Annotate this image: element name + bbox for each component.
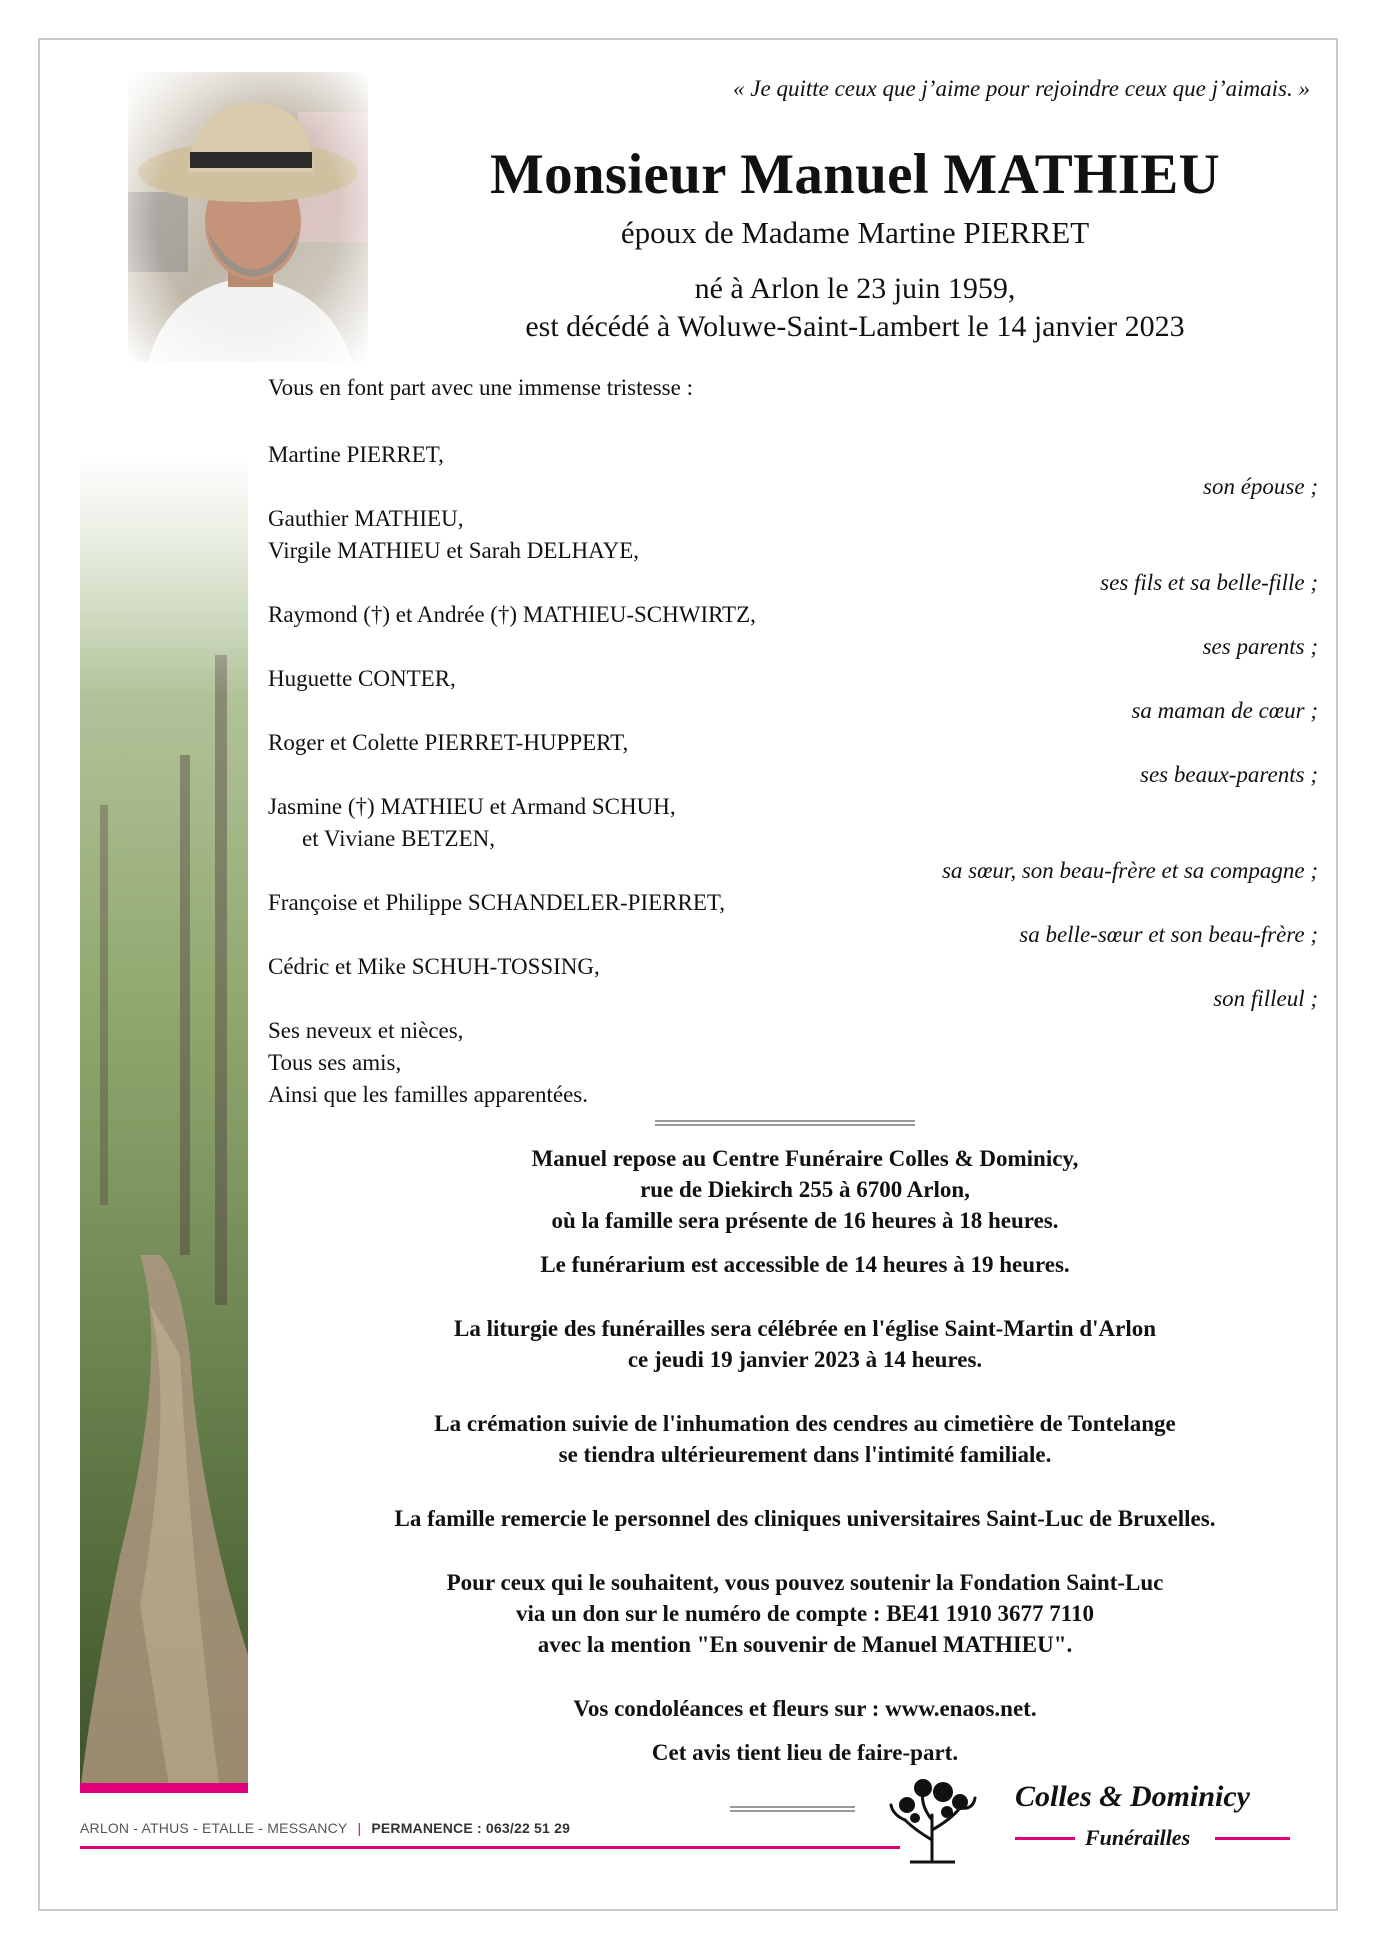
brand-subtitle: Funérailles [1085, 1825, 1191, 1850]
deceased-name: Monsieur Manuel MATHIEU [490, 143, 1220, 206]
family-relation: ses fils et sa belle-fille ; [1100, 570, 1318, 595]
repose-line: où la famille sera présente de 16 heures à 18 heures. [551, 1208, 1059, 1233]
liturgy-line: La liturgie des funérailles sera célébrée en l'église Saint-Martin d'Arlon [453, 1316, 1157, 1341]
closing-line: Tous ses amis, [268, 1050, 402, 1075]
thanks-line: La famille remercie le personnel des cliniques universitaires Saint-Luc de Bruxelles. [394, 1506, 1216, 1531]
family-name: Huguette CONTER, [268, 666, 456, 691]
closing-line: Ses neveux et nièces, [268, 1018, 464, 1043]
notice-line: Cet avis tient lieu de faire-part. [651, 1740, 959, 1765]
portrait-photo [128, 72, 368, 362]
family-name: Martine PIERRET, [268, 442, 444, 467]
condolences-line: Vos condoléances et fleurs sur : www.enaos.net. [573, 1696, 1037, 1721]
family-name: Raymond (†) et Andrée (†) MATHIEU-SCHWIRTZ, [268, 602, 756, 627]
footer-locations: ARLON - ATHUS - ETALLE - MESSANCY [80, 1820, 348, 1836]
death-line: est décédé à Woluwe-Saint-Lambert le 14 janvier 2023 [525, 310, 1185, 343]
logo-accent-line-left [1015, 1837, 1075, 1840]
funerarium-hours: Le funérarium est accessible de 14 heures à 19 heures. [540, 1252, 1070, 1277]
funeral-home-logo [885, 1770, 1305, 1870]
tree-icon [885, 1770, 980, 1865]
family-relation: ses beaux-parents ; [1140, 762, 1318, 787]
family-relation: son filleul ; [1213, 986, 1318, 1011]
epigraph-quote: « Je quitte ceux que j’aime pour rejoindre ceux que j’aimais. » [733, 76, 1310, 101]
logo-accent-line-right [1215, 1837, 1290, 1840]
forest-path-image [80, 455, 248, 1793]
brand-name: Colles & Dominicy [1015, 1780, 1250, 1813]
family-name: Roger et Colette PIERRET-HUPPERT, [268, 730, 629, 755]
cremation-line: se tiendra ultérieurement dans l'intimité familiale. [558, 1442, 1052, 1467]
family-relation: son épouse ; [1203, 474, 1318, 499]
family-name: Jasmine (†) MATHIEU et Armand SCHUH, [268, 794, 676, 819]
family-name: Gauthier MATHIEU, [268, 506, 464, 531]
liturgy-line: ce jeudi 19 janvier 2023 à 14 heures. [627, 1347, 983, 1372]
birth-death-block [400, 270, 1310, 346]
family-relation: sa sœur, son beau-frère et sa compagne ; [941, 858, 1318, 883]
family-name: et Viviane BETZEN, [302, 826, 496, 851]
donation-line: Pour ceux qui le souhaitent, vous pouvez soutenir la Fondation Saint-Luc [446, 1570, 1164, 1595]
family-relation: ses parents ; [1202, 634, 1318, 659]
family-relation: sa belle-sœur et son beau-frère ; [1019, 922, 1318, 947]
footer-permanence: PERMANENCE : 063/22 51 29 [371, 1820, 571, 1836]
cremation-line: La crémation suivie de l'inhumation des cendres au cimetière de Tontelange [434, 1411, 1176, 1436]
family-list [268, 372, 1318, 1111]
family-relation: sa maman de cœur ; [1131, 698, 1318, 723]
funeral-info [270, 1143, 1340, 1768]
footer-separator: | [357, 1820, 362, 1836]
footer-divider [730, 1806, 855, 1812]
repose-line: Manuel repose au Centre Funéraire Colles & Dominicy, [531, 1146, 1079, 1171]
footer-contact [80, 1820, 570, 1836]
repose-line: rue de Diekirch 255 à 6700 Arlon, [640, 1177, 970, 1202]
closing-line: Ainsi que les familles apparentées. [268, 1082, 588, 1107]
family-intro: Vous en font part avec une immense tristesse : [268, 375, 693, 400]
spouse-line: époux de Madame Martine PIERRET [620, 215, 1090, 250]
family-name: Françoise et Philippe SCHANDELER-PIERRET, [268, 890, 725, 915]
donation-line: avec la mention "En souvenir de Manuel MATHIEU". [537, 1632, 1073, 1657]
section-divider [655, 1120, 915, 1126]
donation-line: via un don sur le numéro de compte : BE41 1910 3677 7110 [515, 1601, 1095, 1626]
family-name: Cédric et Mike SCHUH-TOSSING, [268, 954, 600, 979]
footer-accent-line [80, 1846, 900, 1849]
birth-line: né à Arlon le 23 juin 1959, [694, 272, 1016, 305]
family-name: Virgile MATHIEU et Sarah DELHAYE, [268, 538, 640, 563]
